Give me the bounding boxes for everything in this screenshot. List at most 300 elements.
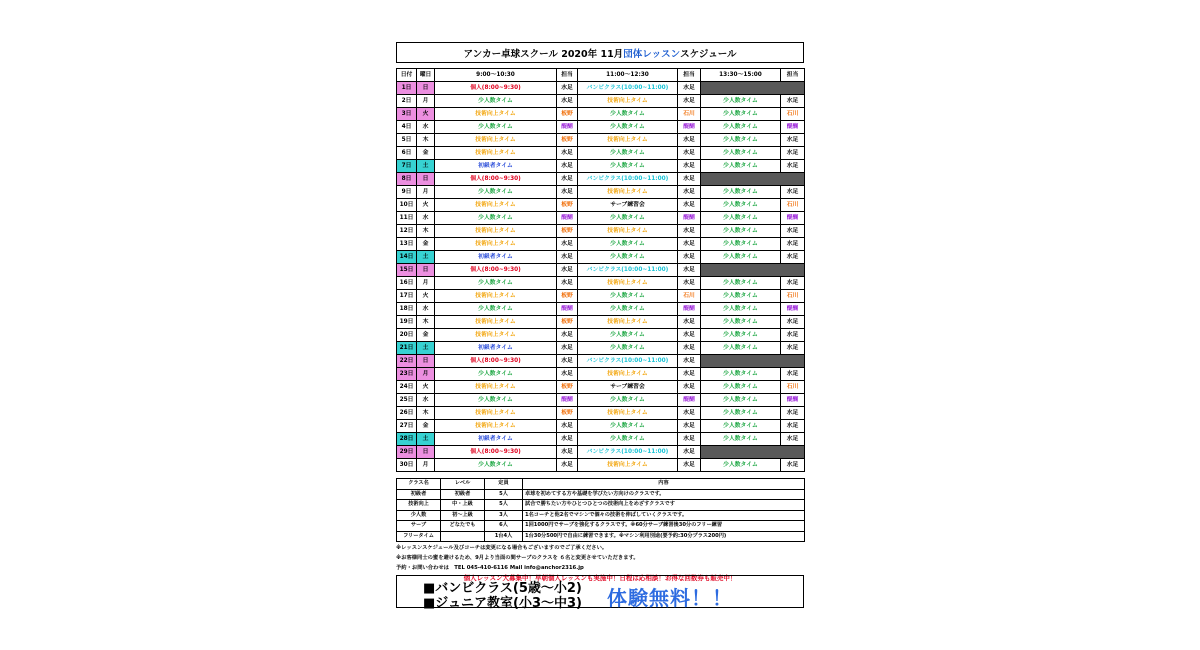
slot2-cell: 技術向上タイム xyxy=(578,277,678,290)
schedule-row xyxy=(397,459,805,472)
slot2-cell: 少人数タイム xyxy=(578,108,678,121)
class-info-level: 初級者 xyxy=(441,489,485,500)
slot1-cell: 技術向上タイム xyxy=(435,199,557,212)
promo-box xyxy=(396,575,804,611)
slot3-cell: 少人数タイム xyxy=(701,420,781,433)
header-slot1: 9:00～10:30 xyxy=(435,69,557,82)
date-cell: 20日 xyxy=(397,329,417,342)
slot1-cell: 技術向上タイム xyxy=(435,407,557,420)
coach2-cell: 水足 xyxy=(678,342,701,355)
coach1-cell: 水足 xyxy=(557,342,578,355)
slot3-cell: 少人数タイム xyxy=(701,160,781,173)
coach3-cell: 水足 xyxy=(781,186,805,199)
slot3-cell: 少人数タイム xyxy=(701,407,781,420)
schedule-row xyxy=(397,329,805,342)
weekday-cell: 土 xyxy=(417,342,435,355)
weekday-cell: 土 xyxy=(417,433,435,446)
class-info-body xyxy=(397,479,805,542)
coach2-cell: 醍醐 xyxy=(678,394,701,407)
coach2-cell: 水足 xyxy=(678,355,701,368)
class-info-row xyxy=(397,489,805,500)
coach3-cell: 水足 xyxy=(781,238,805,251)
schedule-row xyxy=(397,381,805,394)
header-slot3: 13:30～15:00 xyxy=(701,69,781,82)
slot1-cell: 少人数タイム xyxy=(435,121,557,134)
weekday-cell: 木 xyxy=(417,407,435,420)
date-cell: 5日 xyxy=(397,134,417,147)
schedule-row xyxy=(397,82,805,95)
schedule-row xyxy=(397,95,805,108)
coach2-cell: 水足 xyxy=(678,173,701,186)
coach1-cell: 水足 xyxy=(557,329,578,342)
slot1-cell: 技術向上タイム xyxy=(435,238,557,251)
class-info-capacity: 5人 xyxy=(485,500,523,511)
page-title xyxy=(396,42,804,63)
slot1-cell: 個人(8:00~9:30) xyxy=(435,264,557,277)
weekday-cell: 日 xyxy=(417,82,435,95)
schedule-row xyxy=(397,433,805,446)
coach1-cell: 水足 xyxy=(557,95,578,108)
coach3-cell: 水足 xyxy=(781,368,805,381)
schedule-row xyxy=(397,238,805,251)
slot1-cell: 初級者タイム xyxy=(435,160,557,173)
date-cell: 24日 xyxy=(397,381,417,394)
promo-bambi-class: ■バンビクラス(5歳～小2) xyxy=(423,581,582,596)
weekday-cell: 日 xyxy=(417,264,435,277)
slot3-cell: 少人数タイム xyxy=(701,459,781,472)
coach3-cell: 水足 xyxy=(781,95,805,108)
promo-free-trial: 体験無料！！ xyxy=(607,586,733,610)
date-cell: 22日 xyxy=(397,355,417,368)
coach2-cell: 水足 xyxy=(678,316,701,329)
closed-block xyxy=(701,173,805,186)
slot3-cell: 少人数タイム xyxy=(701,342,781,355)
coach2-cell: 水足 xyxy=(678,82,701,95)
coach3-cell: 水足 xyxy=(781,251,805,264)
class-info-row xyxy=(397,531,805,542)
weekday-cell: 火 xyxy=(417,108,435,121)
promo-junior-class: ■ジュニア教室(小3～中3) xyxy=(423,596,582,611)
coach1-cell: 板野 xyxy=(557,108,578,121)
schedule-row xyxy=(397,160,805,173)
slot2-cell: バンビクラス(10:00~11:00) xyxy=(578,173,678,186)
slot3-cell: 少人数タイム xyxy=(701,225,781,238)
header-date: 日付 xyxy=(397,69,417,82)
closed-block xyxy=(701,446,805,459)
schedule-table xyxy=(396,68,805,472)
slot1-cell: 技術向上タイム xyxy=(435,225,557,238)
schedule-sheet xyxy=(396,42,804,584)
date-cell: 18日 xyxy=(397,303,417,316)
weekday-cell: 木 xyxy=(417,134,435,147)
schedule-body xyxy=(397,82,805,472)
coach1-cell: 水足 xyxy=(557,433,578,446)
date-cell: 15日 xyxy=(397,264,417,277)
coach2-cell: 水足 xyxy=(678,407,701,420)
coach2-cell: 水足 xyxy=(678,199,701,212)
coach2-cell: 水足 xyxy=(678,277,701,290)
slot3-cell: 少人数タイム xyxy=(701,290,781,303)
coach3-cell: 水足 xyxy=(781,459,805,472)
slot3-cell: 少人数タイム xyxy=(701,303,781,316)
slot3-cell: 少人数タイム xyxy=(701,212,781,225)
slot1-cell: 少人数タイム xyxy=(435,212,557,225)
contact-line: 予約・お問い合わせは TEL 045-410-6116 Mail info@anchor2316.jp xyxy=(396,565,584,571)
coach1-cell: 水足 xyxy=(557,459,578,472)
date-cell: 17日 xyxy=(397,290,417,303)
class-info-row xyxy=(397,500,805,511)
slot2-cell: 少人数タイム xyxy=(578,212,678,225)
slot3-cell: 少人数タイム xyxy=(701,238,781,251)
slot3-cell: 少人数タイム xyxy=(701,121,781,134)
coach1-cell: 醍醐 xyxy=(557,303,578,316)
title-part3: スケジュール xyxy=(680,48,737,60)
schedule-row xyxy=(397,199,805,212)
schedule-row xyxy=(397,407,805,420)
coach3-cell: 石川 xyxy=(781,199,805,212)
coach2-cell: 水足 xyxy=(678,251,701,264)
class-info-content: 1台30分500円で自由に練習できます。※マシン利用別途(要予約:30分プラス200円) xyxy=(523,531,805,542)
weekday-cell: 月 xyxy=(417,459,435,472)
schedule-row xyxy=(397,147,805,160)
slot1-cell: 少人数タイム xyxy=(435,394,557,407)
weekday-cell: 水 xyxy=(417,303,435,316)
slot2-cell: 少人数タイム xyxy=(578,303,678,316)
coach1-cell: 水足 xyxy=(557,251,578,264)
weekday-cell: 木 xyxy=(417,316,435,329)
slot1-cell: 技術向上タイム xyxy=(435,316,557,329)
date-cell: 26日 xyxy=(397,407,417,420)
date-cell: 13日 xyxy=(397,238,417,251)
weekday-cell: 月 xyxy=(417,95,435,108)
coach2-cell: 石川 xyxy=(678,290,701,303)
slot3-cell: 少人数タイム xyxy=(701,134,781,147)
coach2-cell: 水足 xyxy=(678,446,701,459)
coach2-cell: 石川 xyxy=(678,108,701,121)
slot2-cell: バンビクラス(10:00~11:00) xyxy=(578,355,678,368)
note-line: ※レッスンスケジュール及びコーチは変更になる場合もございますのでご了承ください。 xyxy=(396,545,608,551)
slot1-cell: 少人数タイム xyxy=(435,277,557,290)
coach2-cell: 水足 xyxy=(678,368,701,381)
coach3-cell: 水足 xyxy=(781,433,805,446)
header-coach2: 担当 xyxy=(678,69,701,82)
slot1-cell: 技術向上タイム xyxy=(435,290,557,303)
class-info-capacity: 6人 xyxy=(485,521,523,532)
slot2-cell: バンビクラス(10:00~11:00) xyxy=(578,446,678,459)
coach1-cell: 板野 xyxy=(557,381,578,394)
slot3-cell: 少人数タイム xyxy=(701,381,781,394)
coach1-cell: 板野 xyxy=(557,225,578,238)
schedule-row xyxy=(397,251,805,264)
schedule-row xyxy=(397,316,805,329)
slot2-cell: 技術向上タイム xyxy=(578,186,678,199)
slot1-cell: 技術向上タイム xyxy=(435,329,557,342)
slot3-cell: 少人数タイム xyxy=(701,108,781,121)
slot2-cell: 少人数タイム xyxy=(578,342,678,355)
slot2-cell: 少人数タイム xyxy=(578,329,678,342)
slot1-cell: 技術向上タイム xyxy=(435,147,557,160)
date-cell: 19日 xyxy=(397,316,417,329)
slot2-cell: 技術向上タイム xyxy=(578,95,678,108)
date-cell: 7日 xyxy=(397,160,417,173)
date-cell: 21日 xyxy=(397,342,417,355)
weekday-cell: 月 xyxy=(417,277,435,290)
coach3-cell: 石川 xyxy=(781,108,805,121)
closed-block xyxy=(701,355,805,368)
date-cell: 29日 xyxy=(397,446,417,459)
coach2-cell: 水足 xyxy=(678,95,701,108)
slot2-cell: 少人数タイム xyxy=(578,290,678,303)
coach3-cell: 醍醐 xyxy=(781,303,805,316)
coach1-cell: 水足 xyxy=(557,355,578,368)
coach3-cell: 醍醐 xyxy=(781,394,805,407)
coach3-cell: 水足 xyxy=(781,420,805,433)
coach3-cell: 水足 xyxy=(781,134,805,147)
coach2-cell: 水足 xyxy=(678,160,701,173)
private-lesson-banner: 個人レッスン大募集中！早朝個人レッスンも実施中！日程は応相談！お得な回数券も販売中！ xyxy=(463,574,737,582)
schedule-row xyxy=(397,342,805,355)
slot3-cell: 少人数タイム xyxy=(701,394,781,407)
slot2-cell: 少人数タイム xyxy=(578,147,678,160)
slot1-cell: 初級者タイム xyxy=(435,251,557,264)
coach1-cell: 水足 xyxy=(557,277,578,290)
date-cell: 3日 xyxy=(397,108,417,121)
coach3-cell: 水足 xyxy=(781,407,805,420)
coach3-cell: 石川 xyxy=(781,381,805,394)
coach2-cell: 水足 xyxy=(678,147,701,160)
slot2-cell: 技術向上タイム xyxy=(578,316,678,329)
class-info-row xyxy=(397,521,805,532)
slot1-cell: 技術向上タイム xyxy=(435,108,557,121)
date-cell: 23日 xyxy=(397,368,417,381)
weekday-cell: 土 xyxy=(417,251,435,264)
class-info-level xyxy=(441,531,485,542)
slot2-cell: 少人数タイム xyxy=(578,420,678,433)
schedule-row xyxy=(397,446,805,459)
slot2-cell: 技術向上タイム xyxy=(578,459,678,472)
class-info-header-content: 内容 xyxy=(523,479,805,490)
closed-block xyxy=(701,264,805,277)
schedule-row xyxy=(397,186,805,199)
slot3-cell: 少人数タイム xyxy=(701,329,781,342)
coach3-cell: 水足 xyxy=(781,225,805,238)
slot2-cell: 技術向上タイム xyxy=(578,134,678,147)
coach1-cell: 醍醐 xyxy=(557,121,578,134)
weekday-cell: 月 xyxy=(417,368,435,381)
weekday-cell: 日 xyxy=(417,355,435,368)
slot1-cell: 個人(8:00~9:30) xyxy=(435,355,557,368)
header-coach1: 担当 xyxy=(557,69,578,82)
slot2-cell: 少人数タイム xyxy=(578,121,678,134)
weekday-cell: 水 xyxy=(417,121,435,134)
weekday-cell: 金 xyxy=(417,420,435,433)
slot2-cell: 技術向上タイム xyxy=(578,407,678,420)
date-cell: 6日 xyxy=(397,147,417,160)
schedule-row xyxy=(397,355,805,368)
weekday-cell: 木 xyxy=(417,225,435,238)
weekday-cell: 金 xyxy=(417,147,435,160)
schedule-row xyxy=(397,303,805,316)
weekday-cell: 水 xyxy=(417,394,435,407)
slot1-cell: 少人数タイム xyxy=(435,459,557,472)
slot2-cell: 少人数タイム xyxy=(578,160,678,173)
coach1-cell: 板野 xyxy=(557,134,578,147)
date-cell: 1日 xyxy=(397,82,417,95)
class-info-capacity: 1台4人 xyxy=(485,531,523,542)
coach2-cell: 水足 xyxy=(678,264,701,277)
coach1-cell: 板野 xyxy=(557,407,578,420)
class-info-level: どなたでも xyxy=(441,521,485,532)
schedule-row xyxy=(397,121,805,134)
class-info-name: サーブ xyxy=(397,521,441,532)
coach3-cell: 水足 xyxy=(781,342,805,355)
schedule-row xyxy=(397,173,805,186)
slot1-cell: 技術向上タイム xyxy=(435,134,557,147)
coach3-cell: 醍醐 xyxy=(781,121,805,134)
class-info-row xyxy=(397,510,805,521)
coach2-cell: 水足 xyxy=(678,329,701,342)
weekday-cell: 火 xyxy=(417,290,435,303)
schedule-header-row xyxy=(397,69,805,82)
coach1-cell: 水足 xyxy=(557,173,578,186)
coach3-cell: 醍醐 xyxy=(781,212,805,225)
weekday-cell: 火 xyxy=(417,199,435,212)
class-info-name: 技術向上 xyxy=(397,500,441,511)
slot2-cell: 少人数タイム xyxy=(578,394,678,407)
class-info-table xyxy=(396,478,805,542)
date-cell: 11日 xyxy=(397,212,417,225)
class-info-content: 試合で勝ちたい方やひとつひとつの技術向上をめざすクラスです xyxy=(523,500,805,511)
slot2-cell: サーブ練習会 xyxy=(578,199,678,212)
coach3-cell: 水足 xyxy=(781,316,805,329)
slot1-cell: 少人数タイム xyxy=(435,368,557,381)
slot2-cell: 技術向上タイム xyxy=(578,368,678,381)
weekday-cell: 金 xyxy=(417,329,435,342)
notes xyxy=(396,543,804,573)
date-cell: 14日 xyxy=(397,251,417,264)
coach1-cell: 板野 xyxy=(557,199,578,212)
slot1-cell: 技術向上タイム xyxy=(435,420,557,433)
class-info-header xyxy=(397,479,805,490)
weekday-cell: 日 xyxy=(417,173,435,186)
date-cell: 10日 xyxy=(397,199,417,212)
date-cell: 30日 xyxy=(397,459,417,472)
date-cell: 28日 xyxy=(397,433,417,446)
date-cell: 8日 xyxy=(397,173,417,186)
slot2-cell: 少人数タイム xyxy=(578,251,678,264)
coach1-cell: 水足 xyxy=(557,160,578,173)
slot2-cell: 少人数タイム xyxy=(578,433,678,446)
class-info-content: 卓球を初めてする方や基礎を学びたい方向けのクラスです。 xyxy=(523,489,805,500)
slot1-cell: 個人(8:00~9:30) xyxy=(435,82,557,95)
slot3-cell: 少人数タイム xyxy=(701,316,781,329)
header-weekday: 曜日 xyxy=(417,69,435,82)
coach3-cell: 水足 xyxy=(781,277,805,290)
coach1-cell: 水足 xyxy=(557,82,578,95)
schedule-row xyxy=(397,368,805,381)
weekday-cell: 金 xyxy=(417,238,435,251)
date-cell: 9日 xyxy=(397,186,417,199)
class-info-name: フリータイム xyxy=(397,531,441,542)
title-part2: 団体レッスン xyxy=(623,48,681,60)
schedule-row xyxy=(397,394,805,407)
class-info-capacity: 3人 xyxy=(485,510,523,521)
slot2-cell: サーブ練習会 xyxy=(578,381,678,394)
slot1-cell: 個人(8:00~9:30) xyxy=(435,173,557,186)
class-info-header-level: レベル xyxy=(441,479,485,490)
class-info-capacity: 5人 xyxy=(485,489,523,500)
coach2-cell: 水足 xyxy=(678,225,701,238)
coach1-cell: 水足 xyxy=(557,186,578,199)
coach1-cell: 水足 xyxy=(557,264,578,277)
coach1-cell: 水足 xyxy=(557,368,578,381)
date-cell: 25日 xyxy=(397,394,417,407)
slot1-cell: 少人数タイム xyxy=(435,95,557,108)
coach3-cell: 石川 xyxy=(781,290,805,303)
slot1-cell: 個人(8:00~9:30) xyxy=(435,446,557,459)
coach2-cell: 水足 xyxy=(678,186,701,199)
coach1-cell: 醍醐 xyxy=(557,212,578,225)
coach1-cell: 水足 xyxy=(557,238,578,251)
date-cell: 16日 xyxy=(397,277,417,290)
slot1-cell: 初級者タイム xyxy=(435,433,557,446)
coach1-cell: 水足 xyxy=(557,420,578,433)
title-part1: アンカー卓球スクール 2020年 11月 xyxy=(463,48,624,60)
class-info-header-name: クラス名 xyxy=(397,479,441,490)
coach2-cell: 醍醐 xyxy=(678,212,701,225)
weekday-cell: 火 xyxy=(417,381,435,394)
slot3-cell: 少人数タイム xyxy=(701,433,781,446)
slot1-cell: 少人数タイム xyxy=(435,303,557,316)
coach1-cell: 水足 xyxy=(557,446,578,459)
coach2-cell: 醍醐 xyxy=(678,121,701,134)
slot2-cell: 技術向上タイム xyxy=(578,225,678,238)
class-info-level: 中・上級 xyxy=(441,500,485,511)
header-coach3: 担当 xyxy=(781,69,805,82)
closed-block xyxy=(701,82,805,95)
date-cell: 2日 xyxy=(397,95,417,108)
class-info-name: 少人数 xyxy=(397,510,441,521)
schedule-row xyxy=(397,134,805,147)
schedule-row xyxy=(397,277,805,290)
slot2-cell: 少人数タイム xyxy=(578,238,678,251)
slot3-cell: 少人数タイム xyxy=(701,368,781,381)
coach2-cell: 水足 xyxy=(678,134,701,147)
weekday-cell: 月 xyxy=(417,186,435,199)
date-cell: 27日 xyxy=(397,420,417,433)
class-info-name: 初級者 xyxy=(397,489,441,500)
coach2-cell: 水足 xyxy=(678,420,701,433)
slot3-cell: 少人数タイム xyxy=(701,186,781,199)
note-line: ※お客様同士の蜜を避けるため、9月より当面の間サーブのクラスを ６名と変更させていただきます。 xyxy=(396,555,639,561)
class-info-content: 1回1000円でサーブを強化するクラスです。※60分サーブ練習後30分のフリー練習 xyxy=(523,521,805,532)
schedule-row xyxy=(397,420,805,433)
schedule-row xyxy=(397,264,805,277)
slot3-cell: 少人数タイム xyxy=(701,147,781,160)
slot3-cell: 少人数タイム xyxy=(701,199,781,212)
schedule-row xyxy=(397,212,805,225)
coach2-cell: 水足 xyxy=(678,433,701,446)
weekday-cell: 日 xyxy=(417,446,435,459)
coach1-cell: 醍醐 xyxy=(557,394,578,407)
coach2-cell: 醍醐 xyxy=(678,303,701,316)
schedule-row xyxy=(397,108,805,121)
coach2-cell: 水足 xyxy=(678,459,701,472)
coach3-cell: 水足 xyxy=(781,147,805,160)
slot1-cell: 技術向上タイム xyxy=(435,381,557,394)
coach3-cell: 水足 xyxy=(781,160,805,173)
date-cell: 12日 xyxy=(397,225,417,238)
